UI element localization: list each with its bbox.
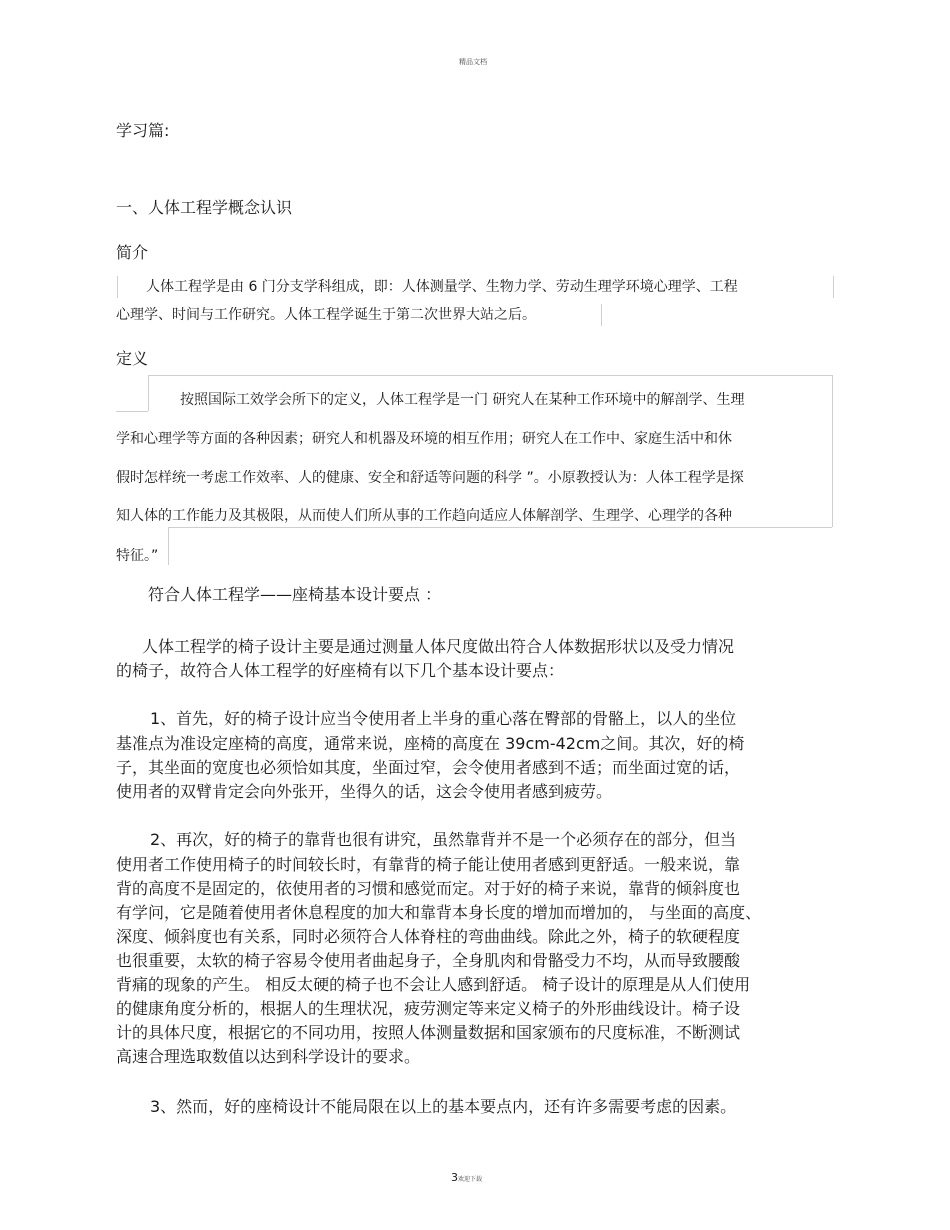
point2-line: 高速合理选取数值以达到科学设计的要求。 — [116, 1047, 421, 1066]
point2-line: 背的高度不是固定的，依使用者的习惯和感觉而定。对于好的椅子来说，靠背的倾斜度也 — [116, 879, 741, 898]
table-border — [833, 276, 834, 298]
table-border — [148, 375, 832, 376]
table-border — [601, 304, 602, 326]
table-border — [168, 527, 169, 565]
intro-line: 人体工程学是由 6 门分支学科组成，即：人体测量学、生物力学、劳动生理学环境心理学、工程 — [146, 279, 738, 295]
page-number: 3 — [451, 1171, 458, 1184]
chair-section-title: 符合人体工程学——座椅基本设计要点 ： — [148, 585, 442, 604]
point2-line: 计的具体尺度，根据它的不同功用，按照人体测量数据和国家颁布的尺度标准，不断测试 — [116, 1023, 741, 1042]
definition-line: 学和心理学等方面的各种因素；研究人和机器及环境的相互作用；研究人在工作中、家庭生活中和休 — [116, 431, 732, 447]
definition-title: 定义 — [116, 349, 149, 368]
chair-intro-line: 人体工程学的椅子设计主要是通过测量人体尺度做出符合人体数据形状以及受力情况 — [142, 637, 735, 656]
definition-line: 假时怎样统一考虑工作效率、人的健康、安全和舒适等问题的科学 ”。小原教授认为：人体工程学是探 — [116, 470, 744, 486]
intro-title: 简介 — [116, 243, 149, 262]
table-border — [168, 527, 832, 528]
point2-line: 有学问，它是随着使用者休息程度的加大和靠背本身长度的增加而增加的， 与坐面的高度、 — [116, 903, 762, 922]
page-header: 精品文档 — [459, 58, 487, 66]
point1-line: 使用者的双臂肯定会向外张开，坐得久的话，这会令使用者感到疲劳。 — [116, 782, 613, 801]
point2-line: 也很重要，太软的椅子容易令使用者曲起身子，全身肌肉和骨骼受力不均，从而导致腰酸 — [116, 951, 741, 970]
point2-line: 的健康角度分析的，根据人的生理状况，疲劳测定等来定义椅子的外形曲线设计。椅子设 — [116, 999, 741, 1018]
table-border — [117, 276, 118, 298]
point2-line: 深度、倾斜度也有关系，同时必须符合人体脊柱的弯曲曲线。除此之外，椅子的软硬程度 — [116, 927, 741, 946]
definition-line: 知人体的工作能力及其极限，从而使人们所从事的工作趋向适应人体解剖学、生理学、心理学的各种 — [116, 508, 732, 524]
table-border — [832, 375, 833, 527]
footer-text: 欢迎下载 — [458, 1176, 483, 1183]
point2-line: 背痛的现象的产生。 相反太硬的椅子也不会让人感到舒适。 椅子设计的原理是从人们使用 — [116, 975, 751, 994]
point2-line: 使用者工作使用椅子的时间较长时，有靠背的椅子能让使用者感到更舒适。一般来说，靠 — [116, 855, 741, 874]
page-footer — [451, 1166, 482, 1185]
point1-line: 基准点为准设定座椅的高度，通常来说，座椅的高度在 39cm-42cm之间。其次，好的椅 — [116, 734, 745, 753]
definition-line: 按照国际工效学会所下的定义，人体工程学是一门 研究人在某种工作环境中的解剖学、生理 — [180, 392, 745, 408]
chapter-heading: 一、人体工程学概念认识 — [116, 198, 293, 217]
table-border — [148, 375, 149, 411]
intro-line: 心理学、时间与工作研究。人体工程学诞生于第二次世界大站之后。 — [116, 307, 536, 323]
point1-line: 1、首先，好的椅子设计应当令使用者上半身的重心落在臀部的骨骼上，以人的坐位 — [150, 709, 737, 728]
point2-line: 2、再次，好的椅子的靠背也很有讲究，虽然靠背并不是一个必须存在的部分，但当 — [150, 830, 737, 849]
table-border — [116, 411, 148, 412]
point1-line: 子，其坐面的宽度也必须恰如其度，坐面过窄，会令使用者感到不适；而坐面过宽的话， — [116, 758, 741, 777]
chair-intro-line: 的椅子，故符合人体工程学的好座椅有以下几个基本设计要点： — [116, 661, 565, 680]
section-label: 学习篇: — [116, 121, 170, 140]
definition-line: 特征。” — [116, 548, 159, 564]
point3-line: 3、然而，好的座椅设计不能局限在以上的基本要点内，还有许多需要考虑的因素。 — [150, 1097, 737, 1116]
